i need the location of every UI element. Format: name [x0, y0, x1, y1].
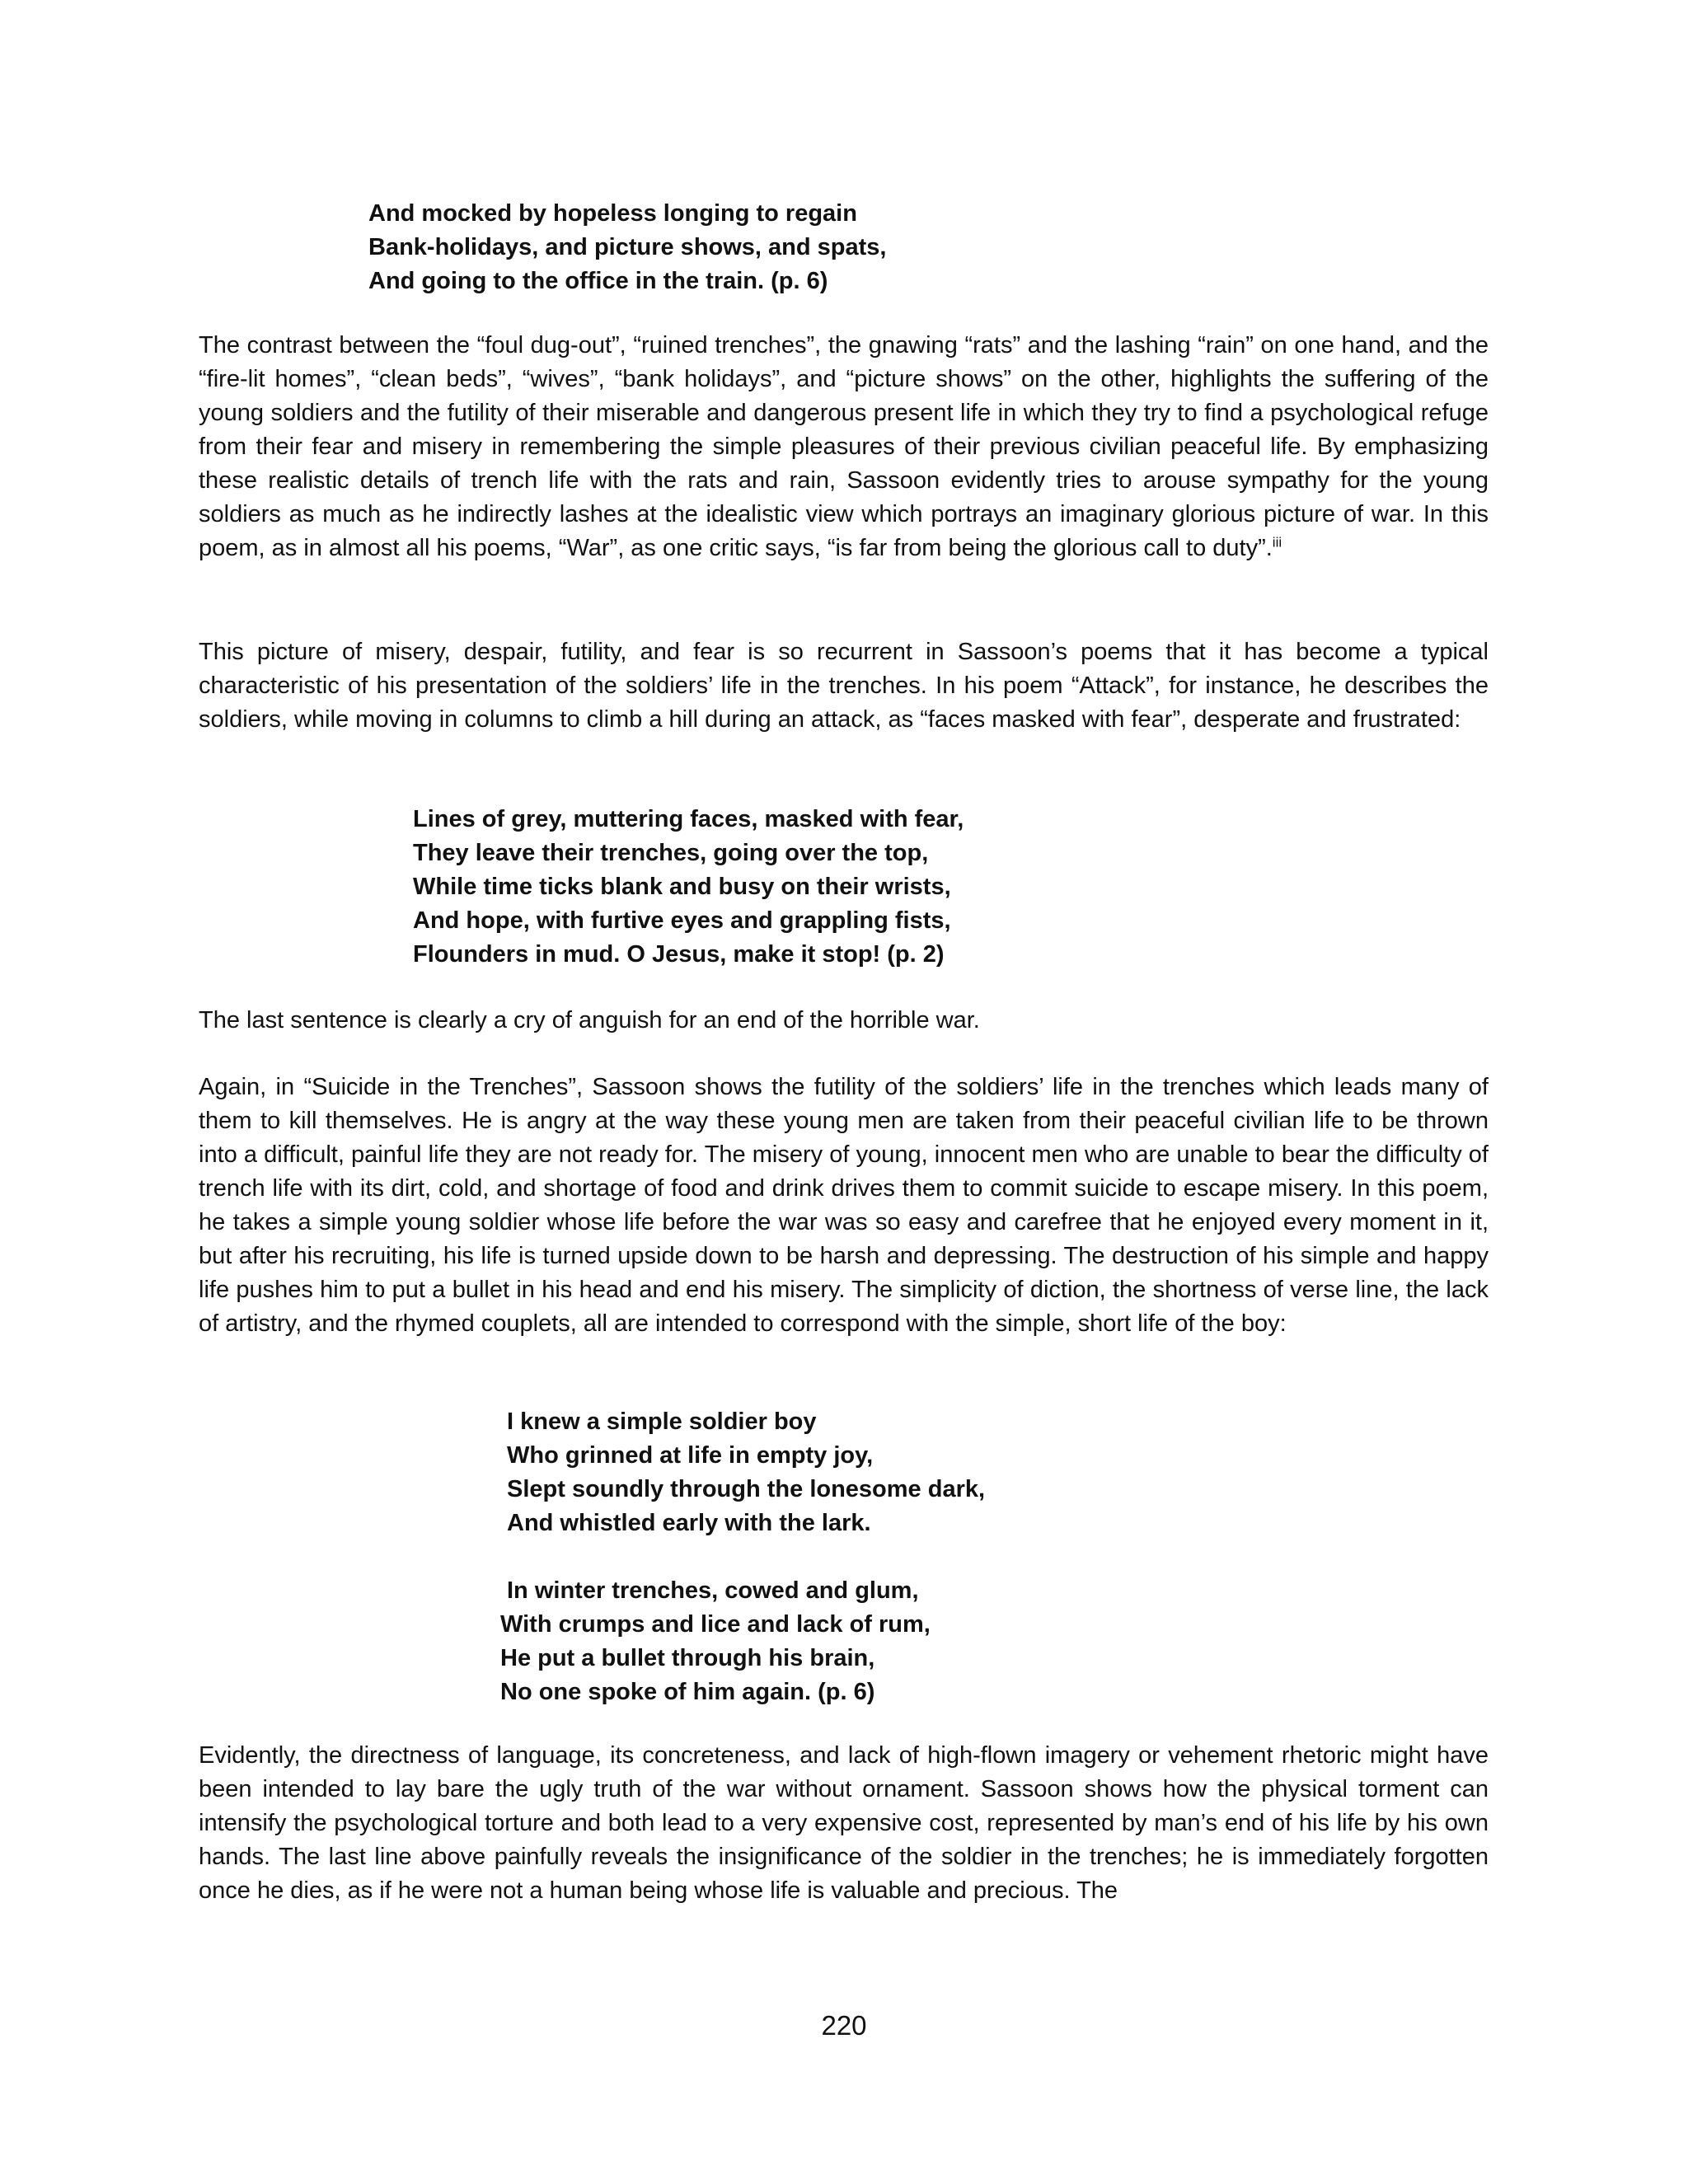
verse-line: While time ticks blank and busy on their wrists,: [413, 874, 951, 900]
footnote-marker: iii: [1272, 534, 1282, 551]
verse-line: And going to the office in the train. (p. 6): [368, 268, 828, 294]
verse-line: I knew a simple soldier boy: [507, 1408, 817, 1435]
verse-quote-2: [413, 803, 964, 972]
paragraph-2: [199, 635, 1489, 737]
verse-line: No one spoke of him again. (p. 6): [500, 1679, 875, 1705]
verse-line: With crumps and lice and lack of rum,: [500, 1611, 931, 1638]
paragraph-3: [199, 1004, 1489, 1038]
verse-line: In winter trenches, cowed and glum,: [507, 1577, 919, 1604]
verse-line: And hope, with furtive eyes and grappling fists,: [413, 907, 951, 934]
verse-line: And whistled early with the lark.: [507, 1510, 871, 1536]
verse-line: He put a bullet through his brain,: [500, 1645, 875, 1671]
paragraph-text: Evidently, the directness of language, its concreteness, and lack of high-flown imagery or vehement rhetoric might have been intended to lay bare the ugly truth of the war without ornament. Sassoon shows how the physical torment can intensify the psychological torture and both lead to a very expensive cost, represented by man’s end of his life by his own hands. The last line above painfully reveals the insignificance of the soldier in the trenches; he is immediately forgotten once he dies, as if he were not a human being whose life is valuable and precious. The: [199, 1742, 1489, 1904]
paragraph-5: [199, 1739, 1489, 1908]
verse-quote-3: [500, 1405, 985, 1709]
paragraph-text: The last sentence is clearly a cry of anguish for an end of the horrible war.: [199, 1007, 980, 1033]
verse-line: And mocked by hopeless longing to regain: [368, 200, 857, 227]
verse-line: Lines of grey, muttering faces, masked with fear,: [413, 806, 964, 832]
verse-line: They leave their trenches, going over the top,: [413, 840, 929, 866]
verse-line: Who grinned at life in empty joy,: [507, 1442, 874, 1469]
paragraph-text: This picture of misery, despair, futility, and fear is so recurrent in Sassoon’s poems that it has become a typical characteristic of his presentation of the soldiers’ life in the trenches. In his poem “Attack”, for instance, he describes the soldiers, while moving in columns to climb a hill during an attack, as “faces masked with fear”, desperate and frustrated:: [199, 639, 1489, 733]
paragraph-4: [199, 1071, 1489, 1341]
verse-quote-1: [368, 197, 886, 298]
paragraph-text: The contrast between the “foul dug-out”, “ruined trenches”, the gnawing “rats” and the lashing “rain” on one hand, and the “fire-lit homes”, “clean beds”, “wives”, “bank holidays”, and “picture shows” on the other, highlights the suffering of the young soldiers and the futility of their miserable and dangerous present life in which they try to find a psychological refuge from their fear and misery in remembering the simple pleasures of their previous civilian peaceful life. By emphasizing these realistic details of trench life with the rats and rain, Sassoon evidently tries to arouse sympathy for the young soldiers as much as he indirectly lashes at the idealistic view which portrays an imaginary glorious picture of war. In this poem, as in almost all his poems, “War”, as one critic says, “is far from being the glorious call to duty”.: [199, 332, 1489, 561]
paragraph-1: [199, 329, 1489, 565]
stanza-break: [500, 1540, 985, 1574]
verse-line: Bank-holidays, and picture shows, and spats,: [368, 234, 887, 260]
verse-line: Slept soundly through the lonesome dark,: [507, 1476, 986, 1502]
paragraph-text: Again, in “Suicide in the Trenches”, Sassoon shows the futility of the soldiers’ life in the trenches which leads many of them to kill themselves. He is angry at the way these young men are taken from their peaceful civilian life to be thrown into a difficult, painful life they are not ready for. The misery of young, innocent men who are unable to bear the difficulty of trench life with its dirt, cold, and shortage of food and drink drives them to commit suicide to escape misery. In this poem, he takes a simple young soldier whose life before the war was so easy and carefree that he enjoyed every moment in it, but after his recruiting, his life is turned upside down to be harsh and depressing. The destruction of his simple and happy life pushes him to put a bullet in his head and end his misery. The simplicity of diction, the shortness of verse line, the lack of artistry, and the rhymed couplets, all are intended to correspond with the simple, short life of the boy:: [199, 1074, 1489, 1337]
page-number: 220: [821, 2010, 867, 2041]
verse-line: Flounders in mud. O Jesus, make it stop! (p. 2): [413, 941, 945, 968]
